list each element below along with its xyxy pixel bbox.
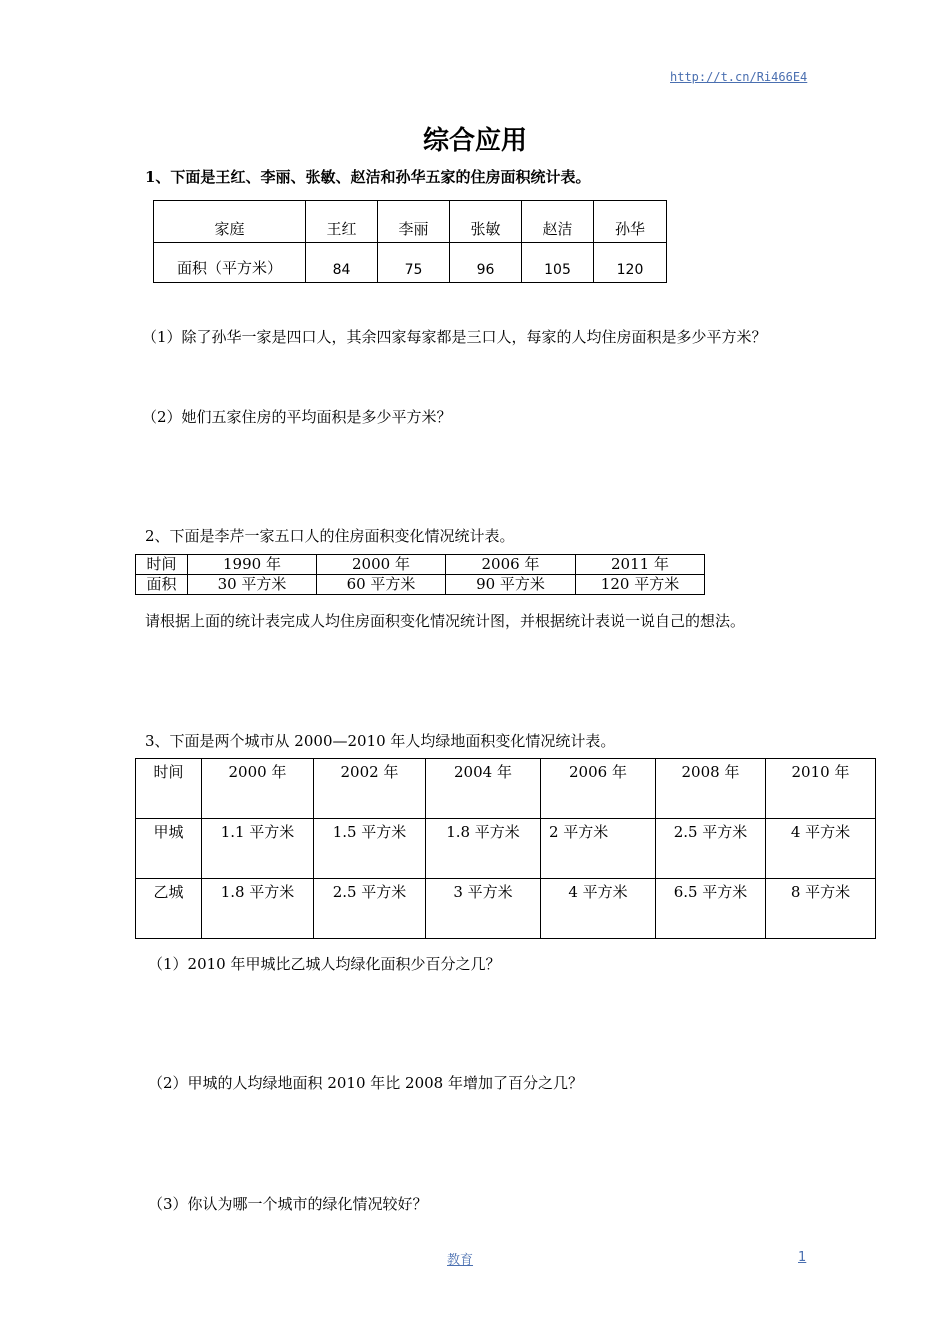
table-cell: 面积 — [136, 575, 188, 595]
table-cell: 120 — [594, 243, 667, 283]
q3-sub1: （1）2010 年甲城比乙城人均绿化面积少百分之几？ — [148, 955, 501, 973]
table-cell: 1.8 平方米 — [202, 879, 314, 939]
q1-sub2: （2）她们五家住房的平均面积是多少平方米？ — [142, 408, 452, 426]
table-cell: 2002 年 — [314, 759, 426, 819]
q2-heading: 2、下面是李芹一家五口人的住房面积变化情况统计表。 — [145, 527, 515, 545]
table-cell: 面积（平方米） — [154, 243, 306, 283]
table-cell: 时间 — [136, 555, 188, 575]
q3-table-row-jia — [136, 819, 876, 879]
q3-sub2: （2）甲城的人均绿地面积 2010 年比 2008 年增加了百分之几？ — [148, 1074, 583, 1092]
table-cell: 家庭 — [154, 201, 306, 243]
table-cell: 2 平方米 — [541, 819, 656, 879]
table-cell: 2.5 平方米 — [656, 819, 766, 879]
q1-table-row-header — [154, 201, 667, 243]
table-cell: 90 平方米 — [446, 575, 576, 595]
table-cell: 2010 年 — [766, 759, 876, 819]
table-cell: 时间 — [136, 759, 202, 819]
table-cell: 4 平方米 — [541, 879, 656, 939]
page-title: 综合应用 — [422, 126, 527, 156]
table-cell: 李丽 — [378, 201, 450, 243]
table-cell: 2008 年 — [656, 759, 766, 819]
table-cell: 甲城 — [136, 819, 202, 879]
table-cell: 1990 年 — [188, 555, 317, 575]
table-cell: 张敏 — [450, 201, 522, 243]
q1-table-row-area — [154, 243, 667, 283]
q1-heading: 1、下面是王红、李丽、张敏、赵洁和孙华五家的住房面积统计表。 — [145, 168, 591, 186]
table-cell: 1.1 平方米 — [202, 819, 314, 879]
table-cell: 84 — [306, 243, 378, 283]
table-cell: 1.5 平方米 — [314, 819, 426, 879]
table-cell: 2006 年 — [541, 759, 656, 819]
table-cell: 乙城 — [136, 879, 202, 939]
page-number[interactable]: 1 — [798, 1250, 807, 1265]
table-cell: 2000 年 — [317, 555, 446, 575]
q2-instruction: 请根据上面的统计表完成人均住房面积变化情况统计图，并根据统计表说一说自己的想法。 — [145, 612, 746, 630]
table-cell: 2011 年 — [576, 555, 705, 575]
q1-table — [153, 200, 667, 283]
table-cell: 孙华 — [594, 201, 667, 243]
table-cell: 8 平方米 — [766, 879, 876, 939]
table-cell: 1.8 平方米 — [426, 819, 541, 879]
table-cell: 6.5 平方米 — [656, 879, 766, 939]
table-cell: 30 平方米 — [188, 575, 317, 595]
q2-table-row-time — [136, 555, 705, 575]
table-cell: 2000 年 — [202, 759, 314, 819]
table-cell: 120 平方米 — [576, 575, 705, 595]
table-cell: 3 平方米 — [426, 879, 541, 939]
q3-table — [135, 758, 876, 939]
q3-sub3: （3）你认为哪一个城市的绿化情况较好？ — [148, 1195, 428, 1213]
q3-heading: 3、下面是两个城市从 2000—2010 年人均绿地面积变化情况统计表。 — [145, 732, 616, 750]
footer-link[interactable]: 教育 — [447, 1253, 474, 1268]
table-cell: 96 — [450, 243, 522, 283]
table-cell: 4 平方米 — [766, 819, 876, 879]
q2-table — [135, 554, 705, 595]
table-cell: 王红 — [306, 201, 378, 243]
table-cell: 2006 年 — [446, 555, 576, 575]
header-url-link[interactable]: http://t.cn/Ri466E4 — [670, 70, 808, 84]
table-cell: 75 — [378, 243, 450, 283]
table-cell: 105 — [522, 243, 594, 283]
q1-sub1: （1）除了孙华一家是四口人，其余四家每家都是三口人，每家的人均住房面积是多少平方米？ — [142, 328, 767, 346]
q3-table-row-yi — [136, 879, 876, 939]
table-cell: 2004 年 — [426, 759, 541, 819]
q3-table-row-time — [136, 759, 876, 819]
q2-table-row-area — [136, 575, 705, 595]
table-cell: 2.5 平方米 — [314, 879, 426, 939]
table-cell: 60 平方米 — [317, 575, 446, 595]
table-cell: 赵洁 — [522, 201, 594, 243]
